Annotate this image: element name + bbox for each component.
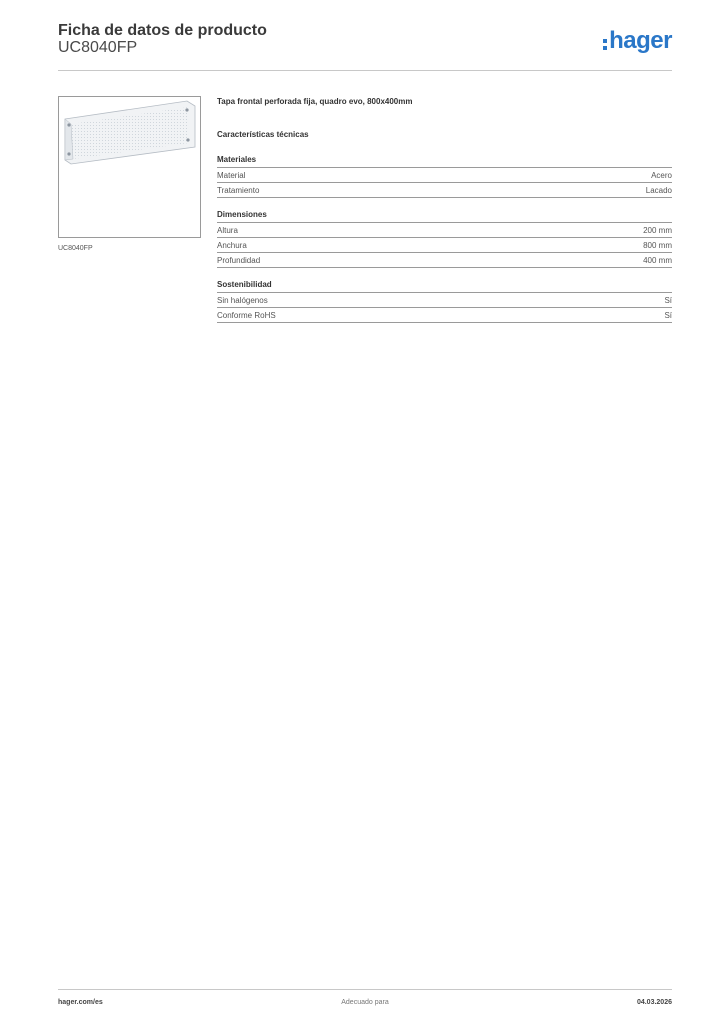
spec-row xyxy=(217,183,672,198)
product-image-caption: UC8040FP xyxy=(58,245,93,252)
footer-date: 04.03.2026 xyxy=(636,999,672,1006)
page-header xyxy=(58,22,672,71)
perforated-front-panel-image xyxy=(59,97,200,237)
product-image-frame xyxy=(58,96,201,238)
spec-value: Sí xyxy=(664,311,672,320)
product-code-title: UC8040FP xyxy=(58,39,138,56)
footer-suitability-text: Adecuado para xyxy=(341,999,389,1006)
product-description: Tapa frontal perforada fija, quadro evo, 800x400mm xyxy=(217,97,413,106)
spec-label: Conforme RoHS xyxy=(217,311,276,320)
spec-label: Anchura xyxy=(217,241,247,250)
spec-group-title: Dimensiones xyxy=(217,210,672,223)
spec-label: Sin halógenos xyxy=(217,296,268,305)
spec-group-title: Sostenibilidad xyxy=(217,280,672,293)
spec-label: Altura xyxy=(217,226,238,235)
spec-group-materials xyxy=(217,155,672,198)
website-link[interactable]: hager.com/es xyxy=(58,999,103,1006)
logo-mark-icon xyxy=(603,39,607,50)
hager-logo xyxy=(603,28,672,54)
spec-value: 400 mm xyxy=(643,256,672,265)
product-details xyxy=(217,97,672,335)
spec-value: Acero xyxy=(651,171,672,180)
page-footer xyxy=(58,989,672,1010)
spec-row xyxy=(217,308,672,323)
spec-group-dimensions xyxy=(217,210,672,268)
spec-row xyxy=(217,168,672,183)
spec-group-title: Materiales xyxy=(217,155,672,168)
spec-value: 200 mm xyxy=(643,226,672,235)
spec-value: Lacado xyxy=(645,186,672,195)
spec-group-sustainability xyxy=(217,280,672,323)
spec-label: Tratamiento xyxy=(217,186,260,195)
technical-characteristics-heading: Características técnicas xyxy=(217,130,309,139)
spec-row xyxy=(217,293,672,308)
spec-row xyxy=(217,238,672,253)
spec-label: Material xyxy=(217,171,246,180)
document-title: Ficha de datos de producto xyxy=(58,22,267,39)
logo-text: hager xyxy=(609,27,672,54)
spec-label: Profundidad xyxy=(217,256,261,265)
spec-row xyxy=(217,253,672,268)
spec-value: Sí xyxy=(664,296,672,305)
spec-row xyxy=(217,223,672,238)
spec-value: 800 mm xyxy=(643,241,672,250)
